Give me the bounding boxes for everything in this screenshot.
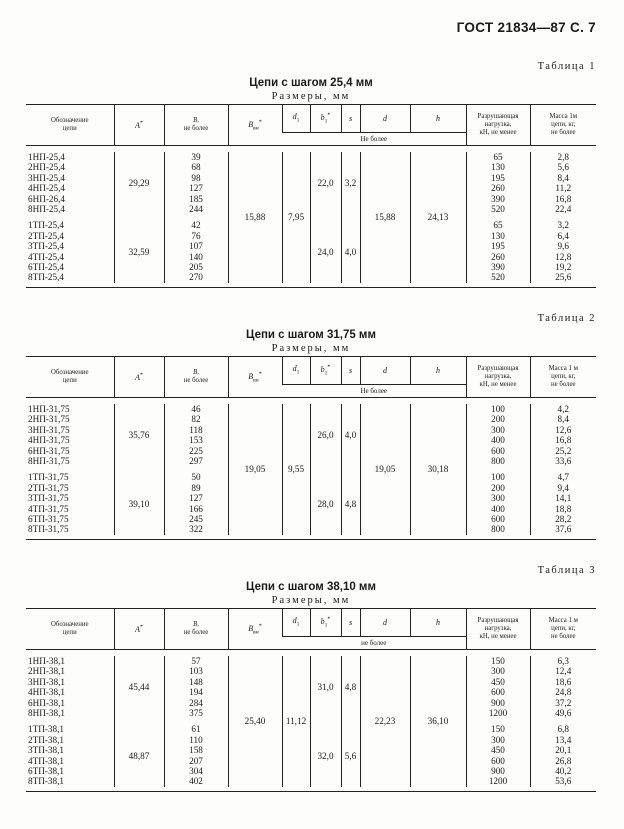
table-row — [26, 787, 596, 792]
cell-value: 140 — [189, 251, 203, 262]
a-cell: 32,59 — [114, 220, 164, 282]
cell-value: 18,8 — [555, 503, 572, 514]
bvn-cell: 15,88 — [228, 152, 282, 283]
load-cell — [466, 724, 530, 786]
header-bvn: $B_{вн}^*$ — [228, 105, 282, 146]
header-ne-bolee: Не более — [282, 133, 466, 146]
cell-value: 1200 — [488, 707, 508, 718]
cell-value: 11,2 — [555, 183, 572, 194]
cell-value: 9,4 — [557, 482, 569, 493]
cell-value: 300 — [491, 666, 505, 677]
header-h: h — [410, 357, 466, 385]
cell-value: 270 — [189, 272, 203, 283]
mass-cell — [530, 724, 596, 786]
cell-value: 225 — [189, 445, 203, 456]
cell-value: 3,2 — [557, 220, 569, 231]
mass-cell — [530, 152, 596, 214]
cell-value: 1200 — [488, 776, 508, 787]
b1-cell: 31,0 — [310, 656, 341, 718]
cell-value: 19,2 — [555, 261, 572, 272]
header-mass: Масса 1 м цепи, кг, не более — [530, 609, 596, 650]
cell-value: 4ТП-31,75 — [28, 503, 69, 514]
cell-value: 8ТП-31,75 — [28, 524, 69, 535]
cell-value: 207 — [189, 755, 203, 766]
load-cell — [466, 152, 530, 214]
s-cell: 4,8 — [341, 472, 360, 534]
table-subtitle: Размеры, мм — [271, 343, 351, 354]
cell-value: 33,6 — [555, 455, 572, 466]
table-block-1 — [26, 60, 596, 288]
table-row — [26, 472, 596, 534]
header-h: h — [410, 105, 466, 133]
cell-value: 1НП-25,4 — [28, 152, 66, 162]
s-cell: 4,0 — [341, 404, 360, 466]
cell-value: 185 — [189, 193, 203, 204]
header-a: A* — [114, 357, 164, 398]
b1-cell: 32,0 — [310, 724, 341, 786]
cell-value: 8НП-38,1 — [28, 707, 66, 718]
cell-value: 300 — [491, 734, 505, 745]
cell-value: 65 — [493, 220, 503, 231]
h-cell: 30,18 — [410, 404, 466, 535]
cell-value: 3ТП-38,1 — [28, 745, 64, 756]
cell-value: 390 — [491, 193, 505, 204]
mass-cell — [530, 472, 596, 534]
designation-cell — [26, 724, 114, 786]
cell-value: 107 — [189, 241, 203, 252]
cell-value: 400 — [491, 435, 505, 446]
table-title: Цепи с шагом 25,4 мм — [249, 77, 373, 89]
header-b: B, не более — [164, 357, 228, 398]
cell-value: 49,6 — [555, 707, 572, 718]
cell-value: 8ТП-38,1 — [28, 776, 64, 787]
cell-value: 284 — [189, 697, 203, 708]
cell-value: 195 — [491, 241, 505, 252]
cell-value: 200 — [491, 482, 505, 493]
cell-value: 20,1 — [555, 745, 572, 756]
mass-cell — [530, 404, 596, 466]
cell-value: 100 — [491, 472, 505, 483]
d-cell: 19,05 — [360, 404, 410, 535]
cell-value: 24,8 — [555, 687, 572, 698]
cell-value: 2НП-25,4 — [28, 162, 66, 173]
table-row — [26, 724, 596, 786]
cell-value: 3ТП-25,4 — [28, 241, 64, 252]
load-cell — [466, 404, 530, 466]
cell-value: 450 — [491, 745, 505, 756]
b-cell — [164, 404, 228, 466]
cell-value: 194 — [189, 687, 203, 698]
b1-cell: 28,0 — [310, 472, 341, 534]
table-row — [26, 656, 596, 718]
header-bvn: $B_{вн}^*$ — [228, 357, 282, 398]
cell-value: 37,6 — [555, 524, 572, 535]
b-cell — [164, 724, 228, 786]
cell-value: 12,6 — [555, 424, 572, 435]
cell-value: 82 — [191, 414, 201, 425]
header-b: B, не более — [164, 105, 228, 146]
header-b1: $b_1^*$ — [310, 357, 341, 385]
bvn-cell: 25,40 — [228, 656, 282, 787]
table-subtitle: Размеры, мм — [271, 595, 351, 606]
a-cell: 45,44 — [114, 656, 164, 718]
cell-value: 26,8 — [555, 755, 572, 766]
d-cell: 15,88 — [360, 152, 410, 283]
header-a: A* — [114, 105, 164, 146]
cell-value: 5,6 — [557, 162, 569, 173]
table-row — [26, 283, 596, 288]
header-d1: $d_1$ — [282, 357, 310, 385]
cell-value: 3ТП-31,75 — [28, 493, 69, 504]
header-load: Разрушающая нагрузка, кН, не менее — [466, 357, 530, 398]
header-d: d — [360, 609, 410, 637]
cell-value: 8НП-25,4 — [28, 203, 66, 214]
s-cell: 3,2 — [341, 152, 360, 214]
header-mass: Масса 1 м цепи, кг, не более — [530, 357, 596, 398]
cell-value: 6,4 — [557, 230, 569, 241]
cell-value: 42 — [191, 220, 201, 231]
table-row — [26, 220, 596, 282]
cell-value: 8,4 — [557, 414, 569, 425]
b-cell — [164, 472, 228, 534]
designation-cell — [26, 152, 114, 214]
header-h: h — [410, 609, 466, 637]
a-cell: 48,87 — [114, 724, 164, 786]
designation-cell — [26, 220, 114, 282]
cell-value: 39 — [191, 152, 201, 162]
cell-value: 600 — [491, 687, 505, 698]
cell-value: 6,3 — [557, 656, 569, 666]
header-designation: Обозначение цепи — [50, 369, 89, 384]
s-cell: 4,0 — [341, 220, 360, 282]
cell-value: 46 — [191, 404, 201, 414]
table-row — [26, 152, 596, 214]
header-b1: $b_1^*$ — [310, 105, 341, 133]
h-cell: 24,13 — [410, 152, 466, 283]
table-number: Таблица 3 — [537, 565, 596, 576]
cell-value: 127 — [189, 183, 203, 194]
cell-value: 205 — [189, 261, 203, 272]
cell-value: 6ТП-38,1 — [28, 765, 64, 776]
header-d: d — [360, 105, 410, 133]
cell-value: 8,4 — [557, 172, 569, 183]
cell-value: 16,8 — [555, 193, 572, 204]
cell-value: 900 — [491, 697, 505, 708]
a-cell: 35,76 — [114, 404, 164, 466]
cell-value: 158 — [189, 745, 203, 756]
load-cell — [466, 472, 530, 534]
d1-cell: 7,95 — [282, 152, 310, 283]
cell-value: 57 — [191, 656, 201, 666]
cell-value: 800 — [491, 455, 505, 466]
header-designation: Обозначение цепи — [50, 621, 89, 636]
cell-value: 4,7 — [557, 472, 569, 483]
cell-value: 8НП-31,75 — [28, 455, 70, 466]
cell-value: 100 — [491, 404, 505, 414]
data-table — [26, 356, 596, 540]
cell-value: 400 — [491, 503, 505, 514]
cell-value: 110 — [189, 734, 203, 745]
cell-value: 148 — [189, 676, 203, 687]
cell-value: 18,6 — [555, 676, 572, 687]
cell-value: 76 — [191, 230, 201, 241]
a-cell: 29,29 — [114, 152, 164, 214]
cell-value: 520 — [491, 203, 505, 214]
cell-value: 118 — [189, 424, 203, 435]
cell-value: 2ТП-25,4 — [28, 230, 64, 241]
cell-value: 322 — [189, 524, 203, 535]
s-cell: 5,6 — [341, 724, 360, 786]
cell-value: 28,2 — [555, 513, 572, 524]
cell-value: 130 — [491, 230, 505, 241]
a-cell: 39,10 — [114, 472, 164, 534]
cell-value: 6ТП-25,4 — [28, 261, 64, 272]
b-cell — [164, 220, 228, 282]
header-d1: $d_1$ — [282, 609, 310, 637]
cell-value: 1ТП-31,75 — [28, 472, 69, 483]
header-designation: Обозначение цепи — [50, 117, 89, 132]
cell-value: 3НП-38,1 — [28, 676, 66, 687]
cell-value: 1ТП-38,1 — [28, 724, 64, 735]
cell-value: 6НП-26,4 — [28, 193, 66, 204]
cell-value: 375 — [189, 707, 203, 718]
cell-value: 2НП-31,75 — [28, 414, 70, 425]
cell-value: 4НП-25,4 — [28, 183, 66, 194]
cell-value: 6НП-38,1 — [28, 697, 66, 708]
cell-value: 6ТП-31,75 — [28, 513, 69, 524]
cell-value: 14,1 — [555, 493, 572, 504]
cell-value: 800 — [491, 524, 505, 535]
cell-value: 68 — [191, 162, 201, 173]
header-ne-bolee: не более — [282, 637, 466, 650]
cell-value: 12,4 — [555, 666, 572, 677]
d1-cell: 9,55 — [282, 404, 310, 535]
cell-value: 244 — [189, 203, 203, 214]
cell-value: 2,8 — [557, 152, 569, 162]
cell-value: 4,2 — [557, 404, 569, 414]
cell-value: 89 — [191, 482, 201, 493]
data-table — [26, 608, 596, 792]
header-ne-bolee: Не более — [282, 385, 466, 398]
cell-value: 25,6 — [555, 272, 572, 283]
data-table — [26, 104, 596, 288]
cell-value: 12,8 — [555, 251, 572, 262]
cell-value: 37,2 — [555, 697, 572, 708]
cell-value: 166 — [189, 503, 203, 514]
cell-value: 25,2 — [555, 445, 572, 456]
cell-value: 4НП-31,75 — [28, 435, 70, 446]
b1-cell: 22,0 — [310, 152, 341, 214]
cell-value: 600 — [491, 755, 505, 766]
cell-value: 4НП-38,1 — [28, 687, 66, 698]
cell-value: 153 — [189, 435, 203, 446]
cell-value: 390 — [491, 261, 505, 272]
cell-value: 1НП-38,1 — [28, 656, 66, 666]
table-number: Таблица 1 — [537, 61, 596, 72]
header-b1: $b_1^*$ — [310, 609, 341, 637]
table-number: Таблица 2 — [537, 313, 596, 324]
header-load: Разрушающая нагрузка, кН, не менее — [466, 105, 530, 146]
cell-value: 402 — [189, 776, 203, 787]
cell-value: 8ТП-25,4 — [28, 272, 64, 283]
cell-value: 130 — [491, 162, 505, 173]
table-subtitle: Размеры, мм — [271, 91, 351, 102]
table-block-3 — [26, 564, 596, 792]
cell-value: 9,6 — [557, 241, 569, 252]
header-s: s — [341, 105, 360, 133]
s-cell: 4,8 — [341, 656, 360, 718]
cell-value: 2НП-38,1 — [28, 666, 66, 677]
cell-value: 50 — [191, 472, 201, 483]
cell-value: 13,4 — [555, 734, 572, 745]
cell-value: 600 — [491, 513, 505, 524]
header-d1: $d_1$ — [282, 105, 310, 133]
b1-cell: 24,0 — [310, 220, 341, 282]
cell-value: 6,8 — [557, 724, 569, 735]
designation-cell — [26, 472, 114, 534]
cell-value: 300 — [491, 493, 505, 504]
cell-value: 260 — [491, 251, 505, 262]
cell-value: 520 — [491, 272, 505, 283]
h-cell: 36,10 — [410, 656, 466, 787]
cell-value: 4ТП-25,4 — [28, 251, 64, 262]
header-s: s — [341, 357, 360, 385]
page-header: ГОСТ 21834—87 С. 7 — [456, 20, 596, 35]
cell-value: 297 — [189, 455, 203, 466]
load-cell — [466, 220, 530, 282]
d-cell: 22,23 — [360, 656, 410, 787]
cell-value: 127 — [189, 493, 203, 504]
cell-value: 98 — [191, 172, 201, 183]
table-block-2 — [26, 312, 596, 540]
header-s: s — [341, 609, 360, 637]
cell-value: 200 — [491, 414, 505, 425]
cell-value: 150 — [491, 656, 505, 666]
header-b: B, не более — [164, 609, 228, 650]
cell-value: 6НП-31,75 — [28, 445, 70, 456]
cell-value: 150 — [491, 724, 505, 735]
cell-value: 245 — [189, 513, 203, 524]
cell-value: 3НП-25,4 — [28, 172, 66, 183]
d1-cell: 11,12 — [282, 656, 310, 787]
cell-value: 22,4 — [555, 203, 572, 214]
table-title: Цепи с шагом 38,10 мм — [246, 581, 376, 593]
cell-value: 4ТП-38,1 — [28, 755, 64, 766]
cell-value: 1НП-31,75 — [28, 404, 70, 414]
cell-value: 3НП-31,75 — [28, 424, 70, 435]
cell-value: 40,2 — [555, 765, 572, 776]
designation-cell — [26, 404, 114, 466]
bvn-cell: 19,05 — [228, 404, 282, 535]
cell-value: 304 — [189, 765, 203, 776]
header-d: d — [360, 357, 410, 385]
cell-value: 900 — [491, 765, 505, 776]
cell-value: 2ТП-31,75 — [28, 482, 69, 493]
b1-cell: 26,0 — [310, 404, 341, 466]
b-cell — [164, 656, 228, 718]
mass-cell — [530, 220, 596, 282]
cell-value: 600 — [491, 445, 505, 456]
cell-value: 195 — [491, 172, 505, 183]
cell-value: 61 — [191, 724, 201, 735]
b-cell — [164, 152, 228, 214]
cell-value: 300 — [491, 424, 505, 435]
mass-cell — [530, 656, 596, 718]
load-cell — [466, 656, 530, 718]
header-mass: Масса 1м цепи, кг, не более — [530, 105, 596, 146]
table-row — [26, 535, 596, 540]
cell-value: 260 — [491, 183, 505, 194]
header-load: Разрушающая нагрузка, кН, не менее — [466, 609, 530, 650]
cell-value: 103 — [189, 666, 203, 677]
cell-value: 16,8 — [555, 435, 572, 446]
cell-value: 2ТП-38,1 — [28, 734, 64, 745]
header-a: A* — [114, 609, 164, 650]
cell-value: 53,6 — [555, 776, 572, 787]
table-title: Цепи с шагом 31,75 мм — [246, 329, 376, 341]
cell-value: 450 — [491, 676, 505, 687]
cell-value: 1ТП-25,4 — [28, 220, 64, 231]
table-row — [26, 404, 596, 466]
header-bvn: $B_{вн}^*$ — [228, 609, 282, 650]
designation-cell — [26, 656, 114, 718]
cell-value: 65 — [493, 152, 503, 162]
